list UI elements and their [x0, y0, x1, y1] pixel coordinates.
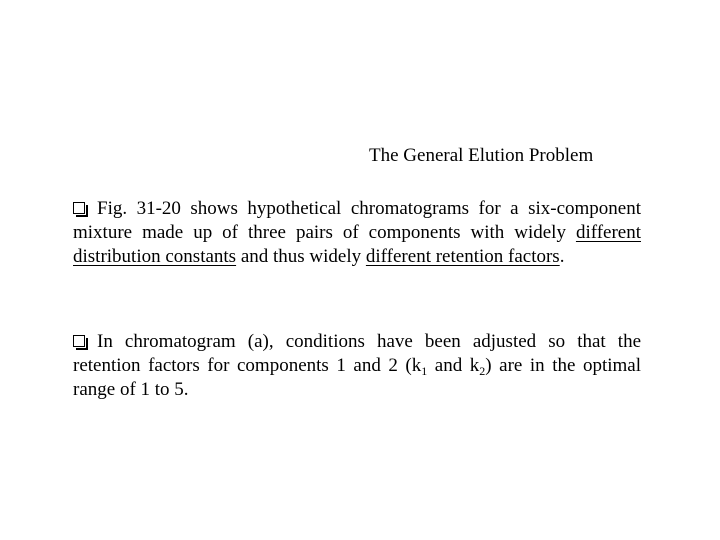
bullet-1-underline-distribution: different distribution constants	[73, 222, 641, 267]
bullet-2-text-before: In chromatogram (a), conditions have been adjusted so that the retention factors for components 1 and 2 (k	[73, 331, 641, 376]
slide-title: The General Elution Problem	[369, 145, 594, 166]
bullet-2-text-after: ) are in the optimal range of 1 to 5.	[73, 355, 641, 400]
checkbox-bullet-icon	[73, 335, 85, 347]
bullet-1-text-middle: and thus widely	[236, 246, 366, 267]
subscript-1: 1	[421, 364, 428, 378]
bullet-paragraph-2	[73, 330, 641, 402]
bullet-1-text-after: .	[559, 246, 565, 267]
bullet-paragraph-1	[73, 197, 641, 269]
bullet-1-text-before: Fig. 31-20 shows hypothetical chromatograms for a six-component mixture made up of three pairs of components with widely	[73, 198, 641, 243]
subscript-2: 2	[479, 364, 486, 378]
bullet-2-text-middle: and k	[427, 355, 480, 376]
checkbox-bullet-icon	[73, 202, 85, 214]
bullet-1-underline-retention: different retention factors	[365, 246, 560, 267]
